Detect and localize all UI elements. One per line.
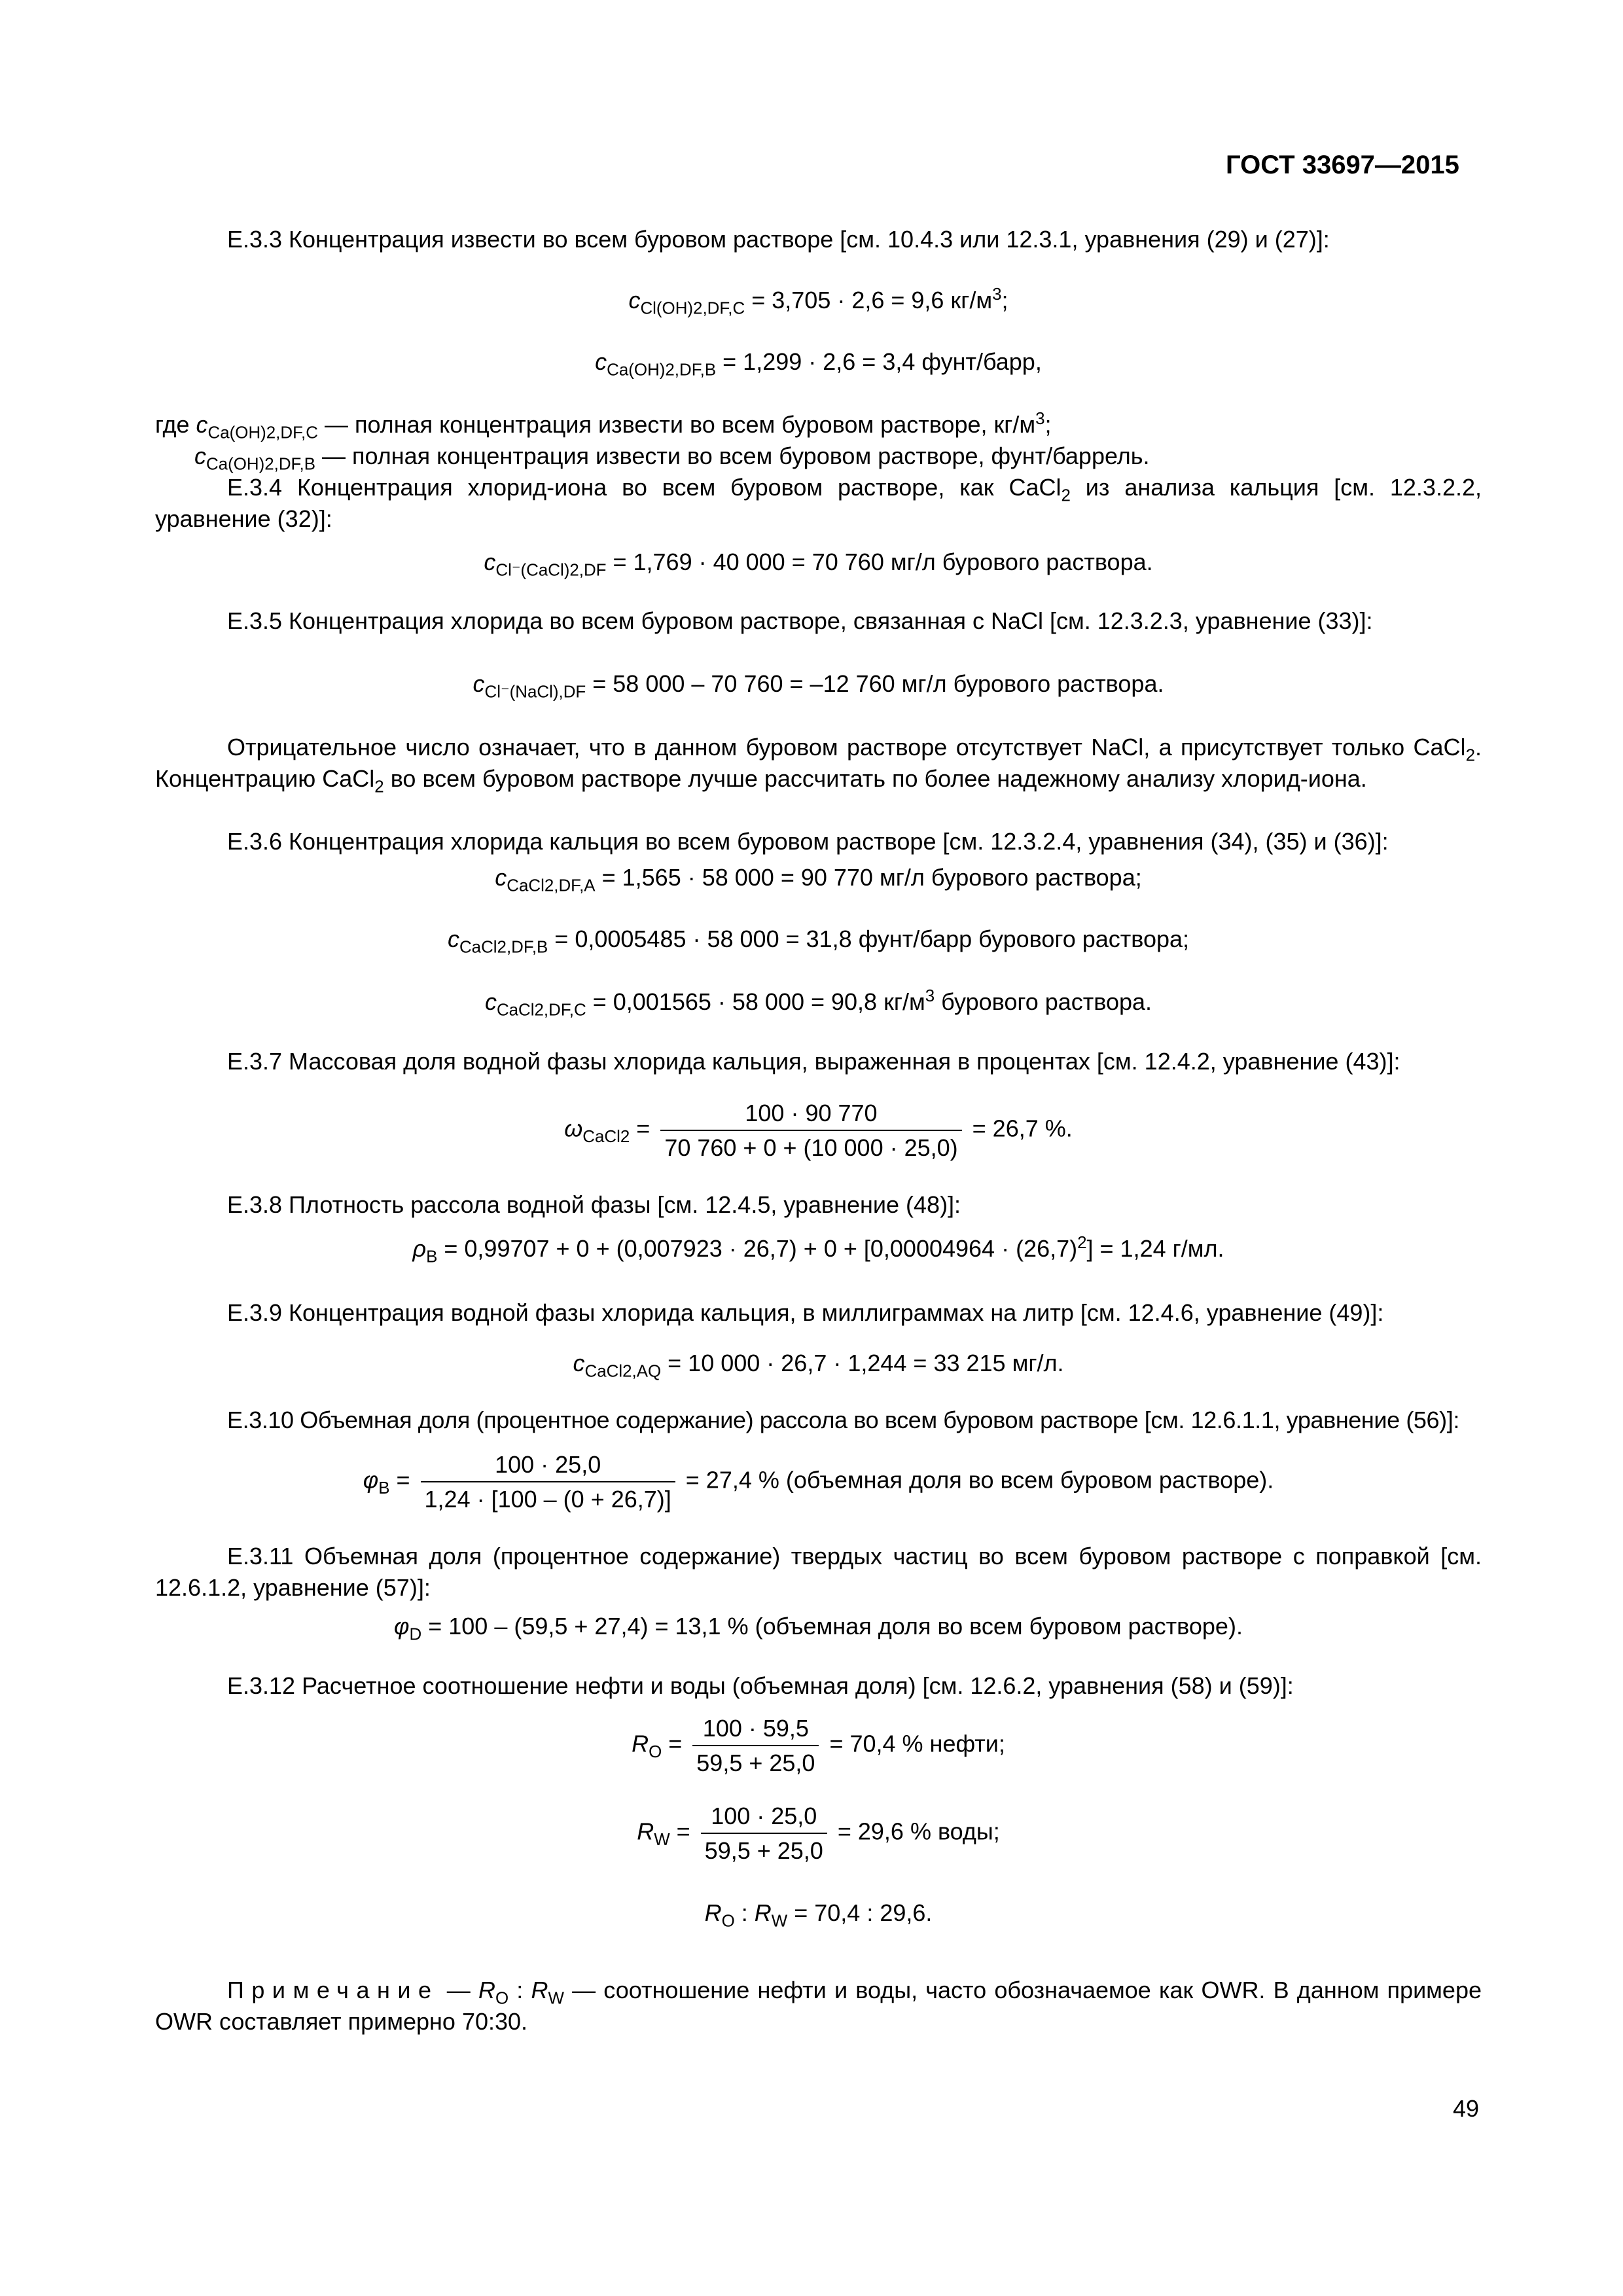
- fraction-denominator: 59,5 + 25,0: [704, 1837, 823, 1864]
- eq-colon: :: [734, 1899, 755, 1926]
- equation-e312-1: [155, 1713, 1482, 1778]
- section-e35-heading: Е.3.5 Концентрация хлорида во всем буровом растворе, связанная с NaCl [см. 12.3.2.3, уравнение (33)]:: [227, 607, 1373, 634]
- fraction: [421, 1450, 675, 1514]
- eq-var: c: [495, 864, 507, 891]
- eq-var: R: [704, 1899, 722, 1926]
- eq-expr: = 0,0005485 · 58 000 = 31,8 фунт/барр бурового раствора;: [548, 925, 1190, 952]
- note-sub: 2: [1465, 746, 1475, 765]
- eq-sub: CaCl2: [582, 1127, 630, 1146]
- eq-result: = 27,4 % (объемная доля во всем буровом растворе).: [679, 1466, 1274, 1494]
- page-number: 49: [1453, 2095, 1480, 2122]
- fraction: [692, 1713, 819, 1778]
- note-sub: O: [495, 1989, 509, 2008]
- eq-var: R: [754, 1899, 772, 1926]
- eq-var: c: [628, 287, 641, 314]
- eq-sub: W: [771, 1912, 788, 1931]
- note-var: R: [478, 1977, 495, 2003]
- section-e36-heading: Е.3.6 Концентрация хлорида кальция во всем буровом растворе [см. 12.3.2.4, уравнения (34), (35) и (36)]:: [227, 828, 1389, 855]
- note-text-b: . Концентрацию CaCl: [155, 734, 1482, 792]
- note-paragraph: [155, 1975, 1482, 2037]
- equation-e38: [155, 1234, 1482, 1266]
- eq-expr: = 10 000 · 26,7 · 1,244 = 33 215 мг/л.: [661, 1350, 1064, 1376]
- eq-sub: B: [426, 1247, 438, 1266]
- equation-e35: [155, 669, 1482, 702]
- fraction-numerator: 100 · 25,0: [421, 1450, 675, 1482]
- section-e311-heading: Е.3.11 Объемная доля (процентное содержание) твердых частиц во всем буровом растворе с поправкой [см. 12.6.1.2, уравнение (57)]:: [155, 1543, 1482, 1601]
- eq-sub: Ca(OH)2,DF,B: [607, 361, 717, 380]
- equation-e33-2: [155, 347, 1482, 380]
- equation-e312-2: [155, 1801, 1482, 1865]
- eq-equals: =: [662, 1730, 689, 1757]
- eq-var: c: [473, 670, 485, 697]
- eq-var: R: [632, 1730, 649, 1757]
- note-sub: W: [548, 1989, 564, 2008]
- eq-result: = 26,7 %.: [965, 1115, 1073, 1142]
- equation-e36-1: [155, 863, 1482, 895]
- note-dash: —: [438, 1977, 478, 2003]
- eq-expr: = 1,299 · 2,6 = 3,4 фунт/барр,: [716, 348, 1042, 375]
- equation-e34: [155, 547, 1482, 580]
- eq-sub: O: [649, 1742, 662, 1761]
- eq-expr: = 0,001565 · 58 000 = 90,8 кг/м: [586, 988, 925, 1015]
- eq-result: = 70,4 : 29,6.: [787, 1899, 933, 1926]
- eq-expr: = 0,99707 + 0 + (0,007923 · 26,7) + 0 + [0,00004964 · (26,7): [437, 1235, 1078, 1262]
- where-clause-2: [194, 440, 1482, 472]
- eq-var: c: [484, 548, 496, 575]
- section-e310-heading: Е.3.10 Объемная доля (процентное содержание) рассола во всем буровом растворе [см. 12.6.1.1, уравнение (56)]:: [227, 1407, 1459, 1433]
- eq-sub: CaCl2,AQ: [584, 1362, 662, 1381]
- equation-e311: [155, 1611, 1482, 1644]
- eq-sup: 3: [992, 285, 1002, 304]
- eq-sub: CaCl2,DF,C: [496, 1001, 586, 1020]
- where-text: — полная концентрация извести во всем буровом растворе, фунт/баррель.: [315, 442, 1150, 469]
- section-e39-heading: Е.3.9 Концентрация водной фазы хлорида кальция, в миллиграммах на литр [см. 12.4.6, уравнение (49)]:: [227, 1299, 1384, 1326]
- eq-var: c: [447, 925, 459, 952]
- eq-var: ρ: [412, 1235, 427, 1262]
- fraction-denominator: 70 760 + 0 + (10 000 · 25,0): [664, 1134, 958, 1161]
- eq-sub: Cl⁻(NaCl),DF: [484, 683, 586, 702]
- eq-sub: O: [721, 1912, 735, 1931]
- section-e33-heading: Е.3.3 Концентрация извести во всем буровом растворе [см. 10.4.3 или 12.3.1, уравнения (29) и (27)]:: [227, 226, 1330, 253]
- eq-var: c: [573, 1350, 585, 1376]
- equation-e310: [155, 1450, 1482, 1514]
- where-text: — полная концентрация извести во всем буровом растворе, кг/м: [317, 411, 1036, 438]
- eq-sub: CaCl2,DF,A: [507, 876, 596, 895]
- eq-sub: B: [378, 1479, 390, 1498]
- fraction-denominator: 59,5 + 25,0: [696, 1749, 815, 1776]
- heading-text-b: из анализа кальция [см. 12.3.2.2, уравнение (32)]:: [155, 474, 1482, 532]
- note-var: R: [531, 1977, 548, 2003]
- eq-tail: ;: [1001, 287, 1008, 314]
- section-e37-heading: Е.3.7 Массовая доля водной фазы хлорида кальция, выраженная в процентах [см. 12.4.2, уравнение (43)]:: [227, 1048, 1400, 1075]
- eq-result: = 70,4 % нефти;: [823, 1730, 1005, 1757]
- fraction: [660, 1098, 961, 1162]
- note-text-a: Отрицательное число означает, что в данном буровом растворе отсутствует NaCl, а присутствует только CaCl: [227, 734, 1466, 761]
- eq-result: = 29,6 % воды;: [830, 1818, 1000, 1845]
- where-var: c: [194, 442, 206, 469]
- equation-e33-1: [155, 285, 1482, 318]
- note-text: — соотношение нефти и воды, часто обозначаемое как OWR. В данном примере OWR составляет примерно 70:30.: [155, 1977, 1482, 2035]
- section-e312-heading: Е.3.12 Расчетное соотношение нефти и воды (объемная доля) [см. 12.6.2, уравнения (58) и (59)]:: [227, 1672, 1294, 1699]
- equation-e37: [155, 1098, 1482, 1162]
- where-sub: Ca(OH)2,DF,C: [207, 423, 318, 442]
- eq-var: φ: [394, 1613, 410, 1640]
- eq-var: c: [595, 348, 607, 375]
- equation-e312-3: [155, 1898, 1482, 1931]
- fraction: [701, 1801, 827, 1865]
- eq-expr: = 3,705 · 2,6 = 9,6 кг/м: [745, 287, 993, 314]
- note-colon: :: [508, 1977, 531, 2003]
- eq-equals: =: [669, 1818, 697, 1845]
- eq-sub: Cl(OH)2,DF,C: [640, 299, 745, 318]
- section-e38-heading: Е.3.8 Плотность рассола водной фазы [см. 12.4.5, уравнение (48)]:: [227, 1191, 961, 1218]
- where-sub: Ca(OH)2,DF,B: [206, 455, 315, 474]
- eq-var: φ: [363, 1466, 379, 1494]
- note-text-c: во всем буровом растворе лучше рассчитать по более надежному анализу хлорид-иона.: [383, 765, 1367, 792]
- where-lead: где: [155, 411, 196, 438]
- equation-e36-2: [155, 924, 1482, 957]
- note-sub: 2: [374, 778, 384, 797]
- fraction-denominator: 1,24 · [100 – (0 + 26,7)]: [424, 1486, 671, 1513]
- eq-tail: бурового раствора.: [935, 988, 1152, 1015]
- eq-var: c: [484, 988, 497, 1015]
- fraction-numerator: 100 · 59,5: [692, 1713, 819, 1746]
- eq-var: R: [637, 1818, 654, 1845]
- eq-sub: Cl⁻(CaCl)2,DF: [495, 561, 607, 580]
- eq-expr: = 58 000 – 70 760 = –12 760 мг/л бурового раствора.: [586, 670, 1164, 697]
- eq-sub: W: [654, 1830, 670, 1849]
- eq-var: ω: [564, 1115, 583, 1142]
- where-tail: ;: [1044, 411, 1052, 438]
- eq-equals: =: [630, 1115, 657, 1142]
- eq-equals: =: [389, 1466, 417, 1494]
- equation-e36-3: [155, 987, 1482, 1020]
- document-standard-number: ГОСТ 33697—2015: [1226, 151, 1459, 179]
- eq-sub: CaCl2,DF,B: [459, 938, 548, 957]
- where-clause-1: [155, 409, 1482, 440]
- fraction-numerator: 100 · 25,0: [701, 1801, 827, 1834]
- eq-expr: = 1,565 · 58 000 = 90 770 мг/л бурового раствора;: [595, 864, 1142, 891]
- eq-tail: ] = 1,24 г/мл.: [1086, 1235, 1224, 1262]
- heading-sub: 2: [1061, 486, 1071, 505]
- where-sup: 3: [1035, 410, 1045, 429]
- eq-sup: 2: [1077, 1234, 1087, 1253]
- where-var: c: [196, 411, 208, 438]
- eq-expr: = 100 – (59,5 + 27,4) = 13,1 % (объемная доля во всем буровом растворе).: [421, 1613, 1243, 1640]
- note-label: Примечание: [227, 1977, 439, 2003]
- section-e35-note: [155, 732, 1482, 795]
- heading-text-a: Е.3.4 Концентрация хлорид-иона во всем буровом растворе, как CaCl: [227, 474, 1061, 501]
- eq-sup: 3: [925, 987, 935, 1006]
- equation-e39: [155, 1348, 1482, 1381]
- fraction-numerator: 100 · 90 770: [660, 1098, 961, 1131]
- eq-sub: D: [409, 1625, 422, 1644]
- section-e34-heading: [155, 472, 1482, 535]
- eq-expr: = 1,769 · 40 000 = 70 760 мг/л бурового раствора.: [606, 548, 1153, 575]
